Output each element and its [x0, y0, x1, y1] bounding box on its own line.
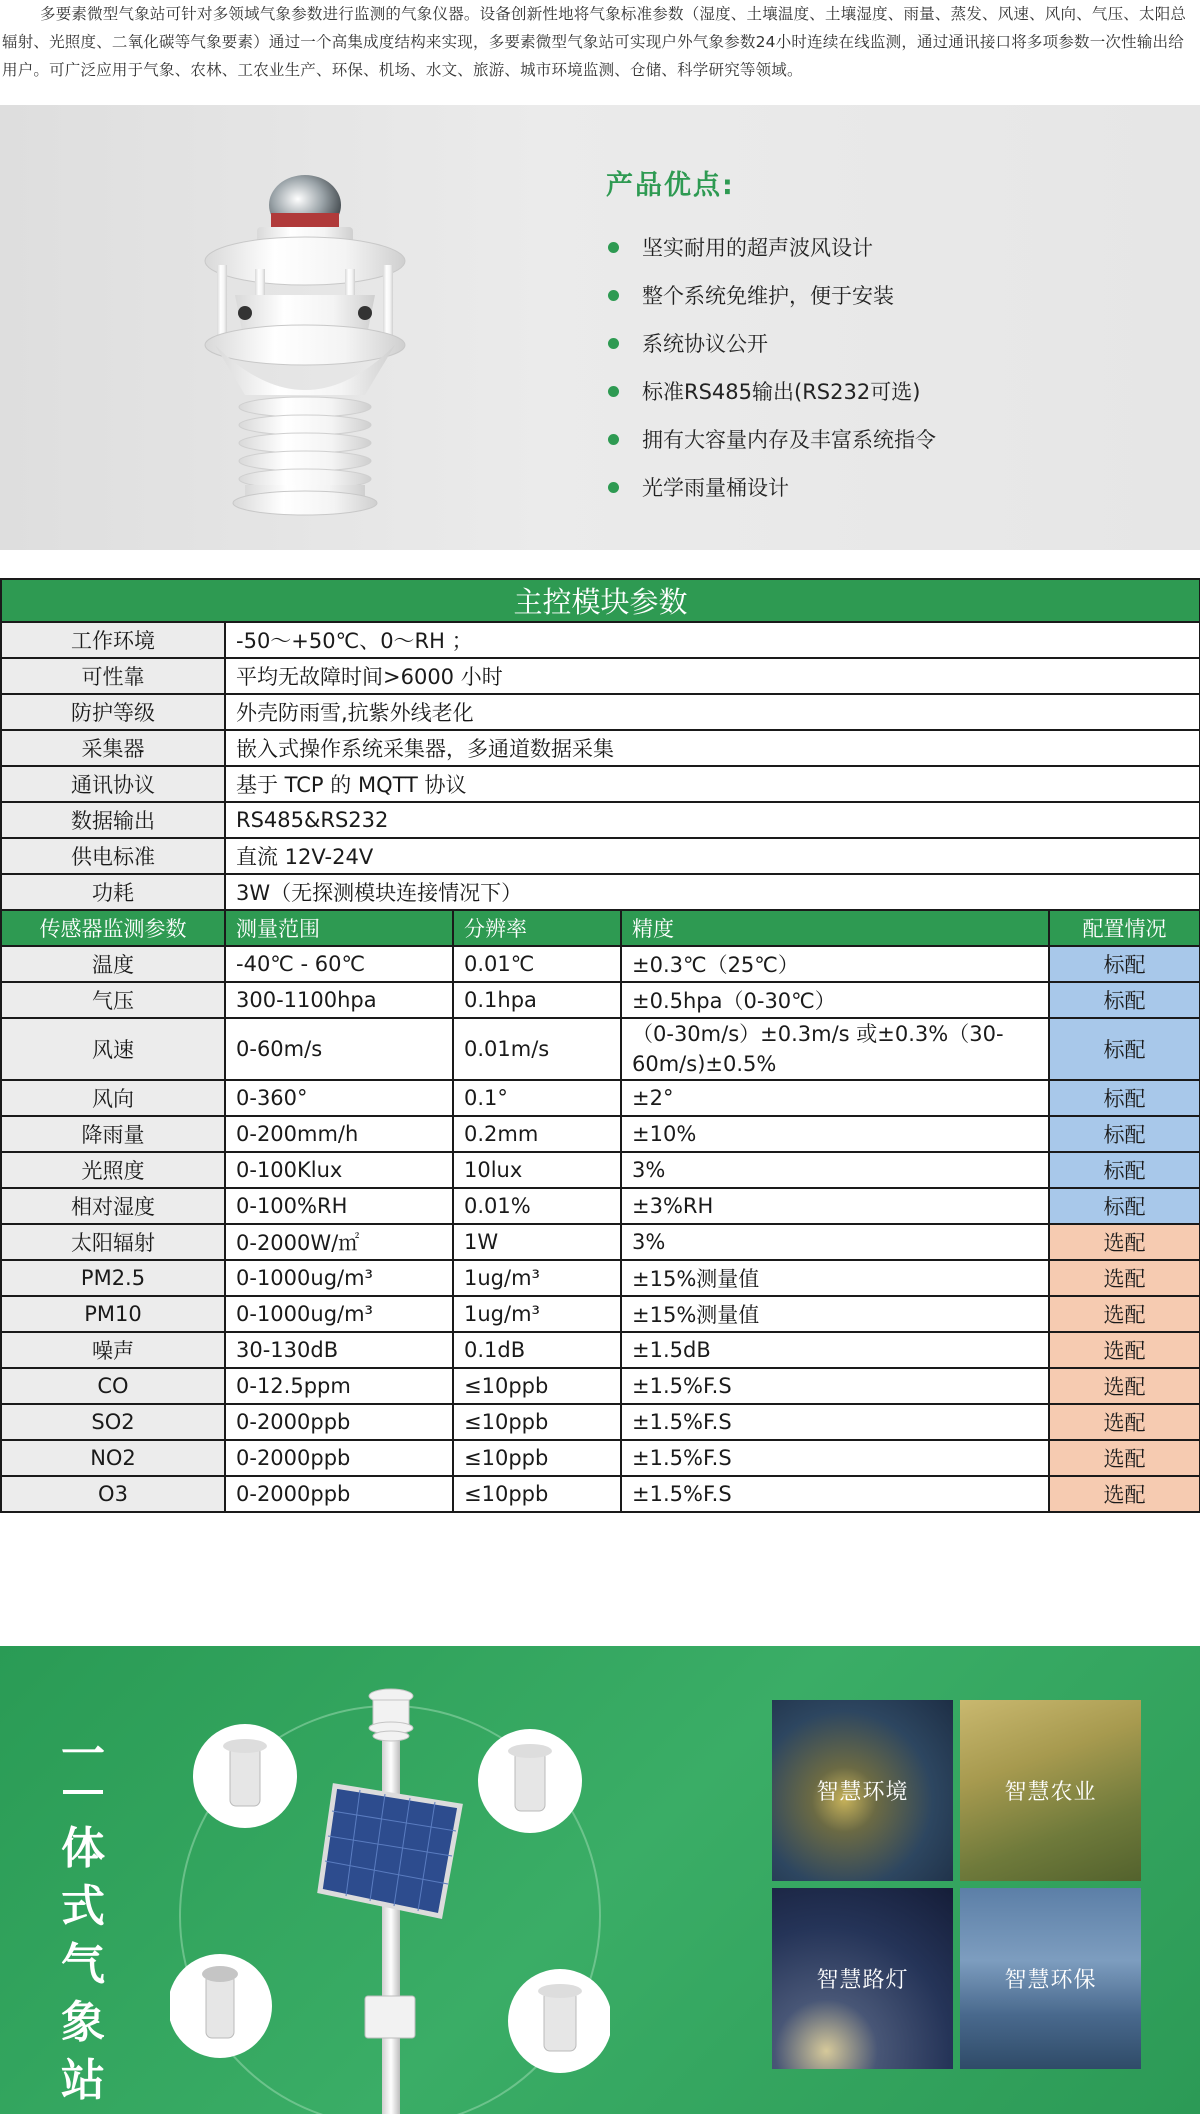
- main-module-table-body: [1, 579, 1200, 910]
- advantage-item: [608, 223, 936, 271]
- sensor-name: 气压: [1, 982, 225, 1018]
- weather-station-product-image: [195, 145, 415, 525]
- sensor-name: 太阳辐射: [1, 1224, 225, 1260]
- sensor-name: 风向: [1, 1080, 225, 1116]
- main-module-label: 采集器: [1, 730, 225, 766]
- sensor-config: 标配: [1049, 1188, 1200, 1224]
- main-module-label: 通讯协议: [1, 766, 225, 802]
- sensor-name: CO: [1, 1368, 225, 1404]
- sensor-resolution: 1W: [453, 1224, 621, 1260]
- sensor-config: 选配: [1049, 1296, 1200, 1332]
- vertical-title-char: 一: [61, 1729, 105, 1780]
- sensor-config: 标配: [1049, 1116, 1200, 1152]
- tile-smart-streetlight[interactable]: [772, 1888, 953, 2069]
- advantage-item: [608, 271, 936, 319]
- advantage-item: [608, 463, 936, 511]
- tile-label: 智慧环保: [1004, 1968, 1097, 1993]
- main-module-value: RS485&RS232: [225, 802, 1200, 838]
- sensor-config: 选配: [1049, 1332, 1200, 1368]
- sensor-resolution: 0.1°: [453, 1080, 621, 1116]
- main-module-label: 防护等级: [1, 694, 225, 730]
- sensor-name: 光照度: [1, 1152, 225, 1188]
- sensor-resolution: 0.01%: [453, 1188, 621, 1224]
- sensor-range: 0-100%RH: [225, 1188, 453, 1224]
- main-module-value: 直流 12V-24V: [225, 838, 1200, 874]
- sensor-row: [1, 1152, 1200, 1188]
- sensor-accuracy: ±1.5%F.S: [621, 1368, 1049, 1404]
- main-module-row: [1, 802, 1200, 838]
- sensor-table-body: [1, 910, 1200, 1512]
- sensor-name: 降雨量: [1, 1116, 225, 1152]
- sensor-range: 0-1000ug/m³: [225, 1260, 453, 1296]
- sensor-row: [1, 1224, 1200, 1260]
- integrated-station-banner: [0, 1646, 1200, 2114]
- sensor-resolution: ≤10ppb: [453, 1440, 621, 1476]
- sensor-resolution: ≤10ppb: [453, 1404, 621, 1440]
- sensor-row: [1, 946, 1200, 982]
- bullet-dot-icon: [608, 242, 619, 253]
- sensor-range: 0-60m/s: [225, 1018, 453, 1080]
- sensor-thumb-icon: [478, 1729, 582, 1833]
- sensor-accuracy: ±15%测量值: [621, 1260, 1049, 1296]
- advantage-text: 光学雨量桶设计: [642, 476, 789, 500]
- sensor-config: 选配: [1049, 1224, 1200, 1260]
- sensor-row: [1, 1368, 1200, 1404]
- main-module-row: [1, 622, 1200, 658]
- sensor-accuracy: ±0.3℃（25℃）: [621, 946, 1049, 982]
- sensor-accuracy: 3%: [621, 1224, 1049, 1260]
- sensor-thumb-icon: [508, 1969, 610, 2073]
- title-underline: [63, 1790, 103, 1794]
- advantage-text: 标准RS485输出(RS232可选): [642, 380, 921, 404]
- header-sensor-param: 传感器监测参数: [1, 910, 225, 946]
- advantage-text: 整个系统免维护，便于安装: [642, 284, 894, 308]
- main-module-row: [1, 658, 1200, 694]
- bullet-dot-icon: [608, 338, 619, 349]
- sensor-range: 0-1000ug/m³: [225, 1296, 453, 1332]
- main-module-label: 供电标准: [1, 838, 225, 874]
- advantage-item: [608, 367, 936, 415]
- sensor-resolution: 0.1hpa: [453, 982, 621, 1018]
- main-module-row: [1, 838, 1200, 874]
- header-config: 配置情况: [1049, 910, 1200, 946]
- advantage-text: 拥有大容量内存及丰富系统指令: [642, 428, 936, 452]
- bullet-dot-icon: [608, 290, 619, 301]
- sensor-range: 0-200mm/h: [225, 1116, 453, 1152]
- sensor-range: 0-2000ppb: [225, 1404, 453, 1440]
- sensor-name: O3: [1, 1476, 225, 1512]
- sensor-config: 标配: [1049, 1080, 1200, 1116]
- sensor-name: 噪声: [1, 1332, 225, 1368]
- sensor-config: 选配: [1049, 1440, 1200, 1476]
- sensor-row: [1, 1260, 1200, 1296]
- sensor-range: 300-1100hpa: [225, 982, 453, 1018]
- sensor-name: 温度: [1, 946, 225, 982]
- sensor-name: SO2: [1, 1404, 225, 1440]
- sensor-row: [1, 982, 1200, 1018]
- advantages-title: 产品优点:: [606, 170, 735, 201]
- sensor-range: -40℃ - 60℃: [225, 946, 453, 982]
- sensor-resolution: ≤10ppb: [453, 1368, 621, 1404]
- vertical-title: [58, 1726, 108, 2110]
- main-module-row: [1, 694, 1200, 730]
- sensor-row: [1, 1116, 1200, 1152]
- sensor-resolution: 10lux: [453, 1152, 621, 1188]
- intro-paragraph: 多要素微型气象站可针对多领域气象参数进行监测的气象仪器。设备创新性地将气象标准参数（湿度、土壤温度、土壤湿度、雨量、蒸发、风速、风向、气压、太阳总辐射、光照度、二氧化碳等气象要素）通过一个高集成度结构来实现，多要素微型气象站可实现户外气象参数24小时连续在线监测，通过通讯接口将多项参数一次性输出给用户。可广泛应用于气象、农林、工农业生产、环保、机场、水文、旅游、城市环境监测、仓储、科学研究等领域。: [2, 5, 1187, 79]
- sensor-range: 0-100Klux: [225, 1152, 453, 1188]
- sensor-config: 选配: [1049, 1404, 1200, 1440]
- sensor-config: 选配: [1049, 1368, 1200, 1404]
- header-resolution: 分辨率: [453, 910, 621, 946]
- sensor-resolution: ≤10ppb: [453, 1476, 621, 1512]
- tile-smart-eco[interactable]: [960, 1888, 1141, 2069]
- sensor-name: 相对湿度: [1, 1188, 225, 1224]
- sensor-config: 标配: [1049, 1018, 1200, 1080]
- main-module-value: 外壳防雨雪,抗紫外线老化: [225, 694, 1200, 730]
- tile-smart-environment[interactable]: [772, 1700, 953, 1881]
- main-module-value: -50～+50℃、0～RH ；: [225, 622, 1200, 658]
- main-module-label: 数据输出: [1, 802, 225, 838]
- sensor-name: NO2: [1, 1440, 225, 1476]
- sensor-range: 0-2000ppb: [225, 1440, 453, 1476]
- sensor-row: [1, 1018, 1200, 1080]
- sensor-config: 标配: [1049, 1152, 1200, 1188]
- sensor-name: PM10: [1, 1296, 225, 1332]
- vertical-title-char: 式: [61, 1881, 105, 1932]
- bullet-dot-icon: [608, 482, 619, 493]
- main-module-label: 工作环境: [1, 622, 225, 658]
- main-module-row: [1, 730, 1200, 766]
- sensor-resolution: 0.2mm: [453, 1116, 621, 1152]
- sensor-resolution: 0.01℃: [453, 946, 621, 982]
- product-advantages-section: [0, 105, 1200, 550]
- sensor-range: 30-130dB: [225, 1332, 453, 1368]
- sensor-accuracy: ±1.5%F.S: [621, 1404, 1049, 1440]
- tile-label: 智慧环境: [816, 1780, 909, 1805]
- bullet-dot-icon: [608, 434, 619, 445]
- sensor-resolution: 0.1dB: [453, 1332, 621, 1368]
- advantage-item: [608, 415, 936, 463]
- main-module-title-row: [1, 579, 1200, 622]
- sensor-row: [1, 1296, 1200, 1332]
- sensor-thumb-icon: [170, 1954, 272, 2058]
- header-accuracy: 精度: [621, 910, 1049, 946]
- main-module-row: [1, 766, 1200, 802]
- sensor-header-row: [1, 910, 1200, 946]
- sensor-accuracy: ±2°: [621, 1080, 1049, 1116]
- sensor-name: PM2.5: [1, 1260, 225, 1296]
- sensor-accuracy: ±15%测量值: [621, 1296, 1049, 1332]
- sensor-config: 标配: [1049, 946, 1200, 982]
- sensor-thumb-icon: [193, 1724, 297, 1828]
- header-range: 测量范围: [225, 910, 453, 946]
- vertical-title-char: 象: [61, 1997, 105, 2048]
- sensor-range: 0-360°: [225, 1080, 453, 1116]
- sensor-config: 选配: [1049, 1260, 1200, 1296]
- vertical-title-char: 体: [61, 1823, 105, 1874]
- station-diagram-image: [170, 1666, 610, 2114]
- main-module-row: [1, 874, 1200, 910]
- sensor-row: [1, 1080, 1200, 1116]
- bullet-dot-icon: [608, 386, 619, 397]
- vertical-title-char: 站: [61, 2055, 105, 2106]
- main-module-label: 可性靠: [1, 658, 225, 694]
- sensor-accuracy: ±10%: [621, 1116, 1049, 1152]
- sensor-accuracy: 3%: [621, 1152, 1049, 1188]
- main-module-label: 功耗: [1, 874, 225, 910]
- main-module-value: 平均无故障时间>6000 小时: [225, 658, 1200, 694]
- tile-smart-agriculture[interactable]: [960, 1700, 1141, 1881]
- advantage-item: [608, 319, 936, 367]
- vertical-title-char: 气: [61, 1939, 105, 1990]
- sensor-accuracy: ±3%RH: [621, 1188, 1049, 1224]
- main-module-title: 主控模块参数: [1, 579, 1200, 622]
- sensor-name: 风速: [1, 1018, 225, 1080]
- advantages-list: [608, 223, 936, 511]
- sensor-row: [1, 1440, 1200, 1476]
- sensor-resolution: 1ug/m³: [453, 1260, 621, 1296]
- advantage-text: 坚实耐用的超声波风设计: [642, 236, 873, 260]
- sensor-accuracy: ±0.5hpa（0-30℃）: [621, 982, 1049, 1018]
- application-tiles: [772, 1700, 1142, 2070]
- sensor-row: [1, 1188, 1200, 1224]
- sensor-resolution: 0.01m/s: [453, 1018, 621, 1080]
- sensor-range: 0-2000ppb: [225, 1476, 453, 1512]
- main-module-value: 嵌入式操作系统采集器，多通道数据采集: [225, 730, 1200, 766]
- sensor-config: 选配: [1049, 1476, 1200, 1512]
- parameters-table: [0, 578, 1200, 1513]
- tile-label: 智慧路灯: [816, 1968, 909, 1993]
- sensor-resolution: 1ug/m³: [453, 1296, 621, 1332]
- sensor-config: 标配: [1049, 982, 1200, 1018]
- tile-label: 智慧农业: [1004, 1780, 1097, 1805]
- advantage-text: 系统协议公开: [642, 332, 768, 356]
- main-module-value: 3W（无探测模块连接情况下）: [225, 874, 1200, 910]
- sensor-row: [1, 1404, 1200, 1440]
- sensor-row: [1, 1476, 1200, 1512]
- sensor-range: 0-2000W/㎡: [225, 1224, 453, 1260]
- sensor-range: 0-12.5ppm: [225, 1368, 453, 1404]
- sensor-row: [1, 1332, 1200, 1368]
- sensor-accuracy: ±1.5dB: [621, 1332, 1049, 1368]
- main-module-value: 基于 TCP 的 MQTT 协议: [225, 766, 1200, 802]
- sensor-accuracy: ±1.5%F.S: [621, 1476, 1049, 1512]
- sensor-accuracy: （0-30m/s）±0.3m/s 或±0.3%（30-60m/s)±0.5%: [621, 1018, 1049, 1080]
- sensor-accuracy: ±1.5%F.S: [621, 1440, 1049, 1476]
